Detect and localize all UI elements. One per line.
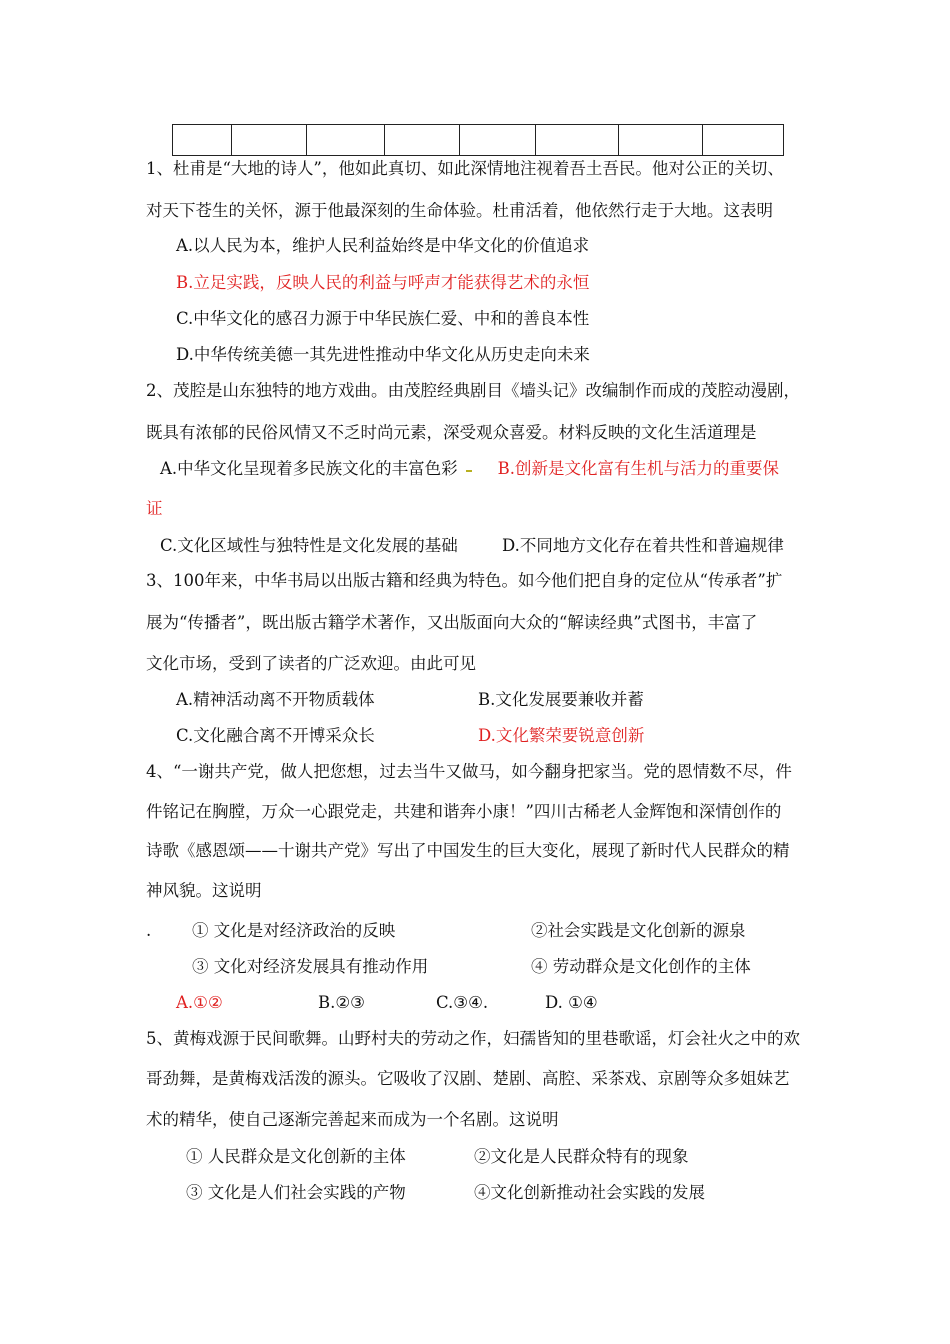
question-1-option-d: D.中华传统美德一其先进性推动中华文化从历史走向未来 xyxy=(176,345,590,364)
question-5-stem-line-3: 术的精华，使自己逐渐完善起来而成为一个名剧。这说明 xyxy=(146,1110,559,1129)
question-number: 5、 xyxy=(146,1029,173,1048)
question-5-statement-3: ③ 文化是人们社会实践的产物 xyxy=(186,1183,406,1202)
answer-cell[interactable] xyxy=(385,125,460,156)
question-4-option-b: B.②③ xyxy=(318,993,365,1012)
answer-cell[interactable] xyxy=(619,125,703,156)
question-4-option-c: C.③④. xyxy=(436,993,489,1012)
stray-mark xyxy=(466,467,472,472)
question-4-option-a-answer: A.①② xyxy=(176,993,223,1012)
answer-cell[interactable] xyxy=(307,125,385,156)
question-3-stem-line-1 xyxy=(146,570,782,592)
question-1-option-a: A.以人民为本，维护人民利益始终是中华文化的价值追求 xyxy=(176,236,590,255)
question-4-option-d: D. ①④ xyxy=(545,993,598,1012)
question-text: 100年来，中华书局以出版古籍和经典为特色。如今他们把自身的定位从“传承者”扩 xyxy=(173,571,783,590)
question-3-option-b: B.文化发展要兼收并蓄 xyxy=(478,690,644,709)
question-text: 杜甫是“大地的诗人”，他如此真切、如此深情地注视着吾土吾民。他对公正的关切、 xyxy=(173,159,784,178)
question-5-statement-2: ②文化是人民群众特有的现象 xyxy=(474,1147,689,1166)
question-2-option-a: A.中华文化呈现着多民族文化的丰富色彩 xyxy=(160,459,458,478)
question-1-option-c: C.中华文化的感召力源于中华民族仁爱、中和的善良本性 xyxy=(176,309,590,328)
question-2-option-b-continued: 证 xyxy=(146,499,163,518)
question-4-statement-2: ②社会实践是文化创新的源泉 xyxy=(531,921,746,940)
question-number: 2、 xyxy=(146,381,173,400)
question-5-stem-line-2: 哥劲舞，是黄梅戏活泼的源头。它吸收了汉剧、楚剧、高腔、采茶戏、京剧等众多姐妹艺 xyxy=(146,1069,790,1088)
question-5-stem-line-1 xyxy=(146,1028,800,1050)
question-4-stem-line-4: 神风貌。这说明 xyxy=(146,881,262,900)
question-1-stem-line-1 xyxy=(146,158,784,180)
question-number: 1、 xyxy=(146,159,173,178)
question-2-stem-line-1 xyxy=(146,380,800,402)
question-3-stem-line-2: 展为“传播者”，既出版古籍学术著作，又出版面向大众的“解读经典”式图书，丰富了 xyxy=(146,613,758,632)
answer-cell[interactable] xyxy=(536,125,619,156)
question-2-stem-line-2: 既具有浓郁的民俗风情又不乏时尚元素，深受观众喜爱。材料反映的文化生活道理是 xyxy=(146,423,757,442)
answer-cell[interactable] xyxy=(173,125,232,156)
question-4-statement-1: ① 文化是对经济政治的反映 xyxy=(192,921,396,940)
question-3-option-a: A.精神活动离不开物质载体 xyxy=(176,690,375,709)
question-text: 茂腔是山东独特的地方戏曲。由茂腔经典剧目《墙头记》改编制作而成的茂腔动漫剧， xyxy=(173,381,800,400)
question-text: 黄梅戏源于民间歌舞。山野村夫的劳动之作，妇孺皆知的里巷歌谣，灯会社火之中的欢 xyxy=(173,1029,800,1048)
answer-grid xyxy=(172,124,784,156)
question-2-options-row-1 xyxy=(160,458,779,480)
question-3-option-c: C.文化融合离不开博采众长 xyxy=(176,726,375,745)
question-4-stem-line-2: 件铭记在胸膛，万众一心跟党走，共建和谐奔小康！”四川古稀老人金辉饱和深情创作的 xyxy=(146,802,782,821)
question-4-statement-4: ④ 劳动群众是文化创作的主体 xyxy=(531,957,751,976)
question-2-option-c: C.文化区域性与独特性是文化发展的基础 xyxy=(160,536,458,555)
question-4-stem-line-1 xyxy=(146,761,792,783)
question-2-option-b-answer: B.创新是文化富有生机与活力的重要保 xyxy=(497,459,780,478)
question-2-option-d: D.不同地方文化存在着共性和普遍规律 xyxy=(502,536,784,555)
question-number: 4、 xyxy=(146,762,173,781)
question-1-stem-line-2: 对天下苍生的关怀，源于他最深刻的生命体验。杜甫活着，他依然行走于大地。这表明 xyxy=(146,201,773,220)
question-3-option-d-answer: D.文化繁荣要锐意创新 xyxy=(478,726,645,745)
question-5-statement-1: ① 人民群众是文化创新的主体 xyxy=(186,1147,406,1166)
question-5-statement-4: ④文化创新推动社会实践的发展 xyxy=(474,1183,705,1202)
question-number: 3、 xyxy=(146,571,173,590)
answer-cell[interactable] xyxy=(703,125,784,156)
answer-cell[interactable] xyxy=(460,125,536,156)
question-4-statement-3: ③ 文化对经济发展具有推动作用 xyxy=(192,957,429,976)
question-4-stem-line-3: 诗歌《感恩颂——十谢共产党》写出了中国发生的巨大变化，展现了新时代人民群众的精 xyxy=(146,841,790,860)
question-1-option-b-answer: B.立足实践，反映人民的利益与呼声才能获得艺术的永恒 xyxy=(176,273,590,292)
question-3-stem-line-3: 文化市场，受到了读者的广泛欢迎。由此可见 xyxy=(146,654,476,673)
stray-period-mark: . xyxy=(146,921,152,940)
answer-cell[interactable] xyxy=(232,125,307,156)
question-text: “一谢共产党，做人把您想，过去当牛又做马，如今翻身把家当。党的恩情数不尽，件 xyxy=(173,762,792,781)
